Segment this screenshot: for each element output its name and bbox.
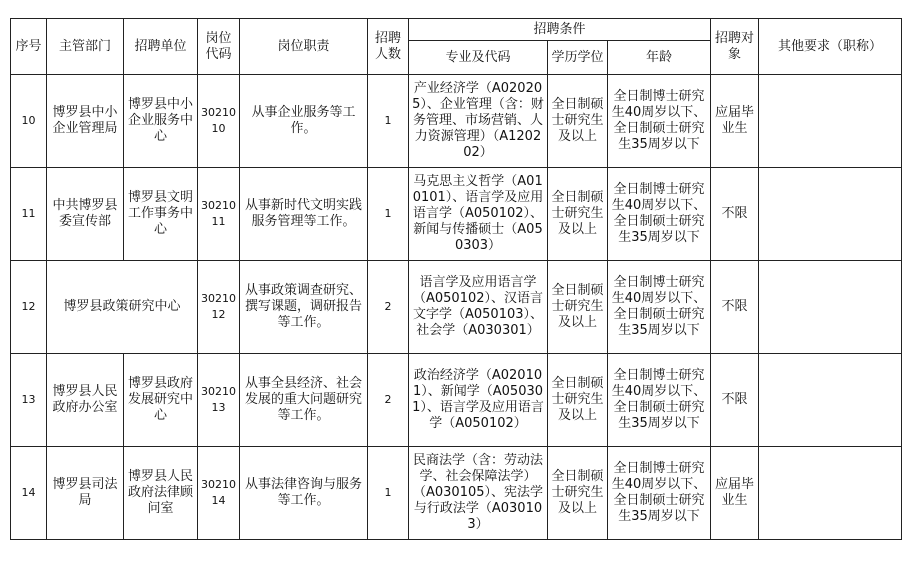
cell-unit: 博罗县中小企业服务中心 (124, 75, 198, 168)
cell-count: 2 (368, 261, 409, 354)
cell-unit: 博罗县文明工作事务中心 (124, 168, 198, 261)
cell-seq: 13 (11, 354, 47, 447)
header-dept: 主管部门 (47, 19, 124, 75)
header-conditions: 招聘条件 (409, 19, 711, 41)
cell-dept-unit: 博罗县政策研究中心 (47, 261, 198, 354)
cell-duty: 从事全县经济、社会发展的重大问题研究等工作。 (240, 354, 368, 447)
cell-count: 1 (368, 447, 409, 540)
cell-major: 民商法学（含：劳动法学、社会保障法学）（A030105）、宪法学与行政法学（A030103） (409, 447, 548, 540)
cell-degree: 全日制硕士研究生及以上 (548, 75, 608, 168)
table-row (11, 75, 902, 168)
header-count: 招聘人数 (368, 19, 409, 75)
cell-major: 政治经济学（A020101）、新闻学（A050301）、语言学及应用语言学（A050102） (409, 354, 548, 447)
cell-degree: 全日制硕士研究生及以上 (548, 168, 608, 261)
table-row (11, 354, 902, 447)
cell-age: 全日制博士研究生40周岁以下、全日制硕士研究生35周岁以下 (608, 261, 711, 354)
table-row (11, 168, 902, 261)
cell-degree: 全日制硕士研究生及以上 (548, 447, 608, 540)
header-major: 专业及代码 (409, 41, 548, 75)
cell-code: 3021010 (198, 75, 240, 168)
cell-seq: 10 (11, 75, 47, 168)
header-other: 其他要求（职称） (759, 19, 902, 75)
cell-duty: 从事法律咨询与服务等工作。 (240, 447, 368, 540)
cell-count: 2 (368, 354, 409, 447)
header-duty: 岗位职责 (240, 19, 368, 75)
cell-code: 3021013 (198, 354, 240, 447)
table-row (11, 261, 902, 354)
cell-code: 3021012 (198, 261, 240, 354)
cell-dept: 博罗县中小企业管理局 (47, 75, 124, 168)
cell-unit: 博罗县政府发展研究中心 (124, 354, 198, 447)
cell-major: 马克思主义哲学（A010101）、语言学及应用语言学（A050102）、新闻与传播硕士（A050303） (409, 168, 548, 261)
header-target: 招聘对象 (711, 19, 759, 75)
header-age: 年龄 (608, 41, 711, 75)
cell-count: 1 (368, 75, 409, 168)
cell-target: 不限 (711, 168, 759, 261)
cell-unit: 博罗县人民政府法律顾问室 (124, 447, 198, 540)
cell-major: 产业经济学（A020205）、企业管理（含：财务管理、市场营销、人力资源管理）（A120202） (409, 75, 548, 168)
cell-code: 3021014 (198, 447, 240, 540)
cell-age: 全日制博士研究生40周岁以下、全日制硕士研究生35周岁以下 (608, 354, 711, 447)
header-seq: 序号 (11, 19, 47, 75)
cell-age: 全日制博士研究生40周岁以下、全日制硕士研究生35周岁以下 (608, 447, 711, 540)
cell-dept: 中共博罗县委宣传部 (47, 168, 124, 261)
cell-degree: 全日制硕士研究生及以上 (548, 261, 608, 354)
cell-other (759, 261, 902, 354)
cell-age: 全日制博士研究生40周岁以下、全日制硕士研究生35周岁以下 (608, 75, 711, 168)
cell-duty: 从事政策调查研究、撰写课题，调研报告等工作。 (240, 261, 368, 354)
cell-code: 3021011 (198, 168, 240, 261)
cell-target: 不限 (711, 354, 759, 447)
cell-seq: 11 (11, 168, 47, 261)
header-degree: 学历学位 (548, 41, 608, 75)
cell-dept: 博罗县人民政府办公室 (47, 354, 124, 447)
recruitment-table (10, 18, 902, 540)
cell-target: 不限 (711, 261, 759, 354)
cell-dept: 博罗县司法局 (47, 447, 124, 540)
cell-other (759, 447, 902, 540)
cell-other (759, 354, 902, 447)
header-unit: 招聘单位 (124, 19, 198, 75)
cell-other (759, 75, 902, 168)
cell-target: 应届毕业生 (711, 75, 759, 168)
cell-duty: 从事企业服务等工作。 (240, 75, 368, 168)
cell-other (759, 168, 902, 261)
cell-age: 全日制博士研究生40周岁以下、全日制硕士研究生35周岁以下 (608, 168, 711, 261)
cell-degree: 全日制硕士研究生及以上 (548, 354, 608, 447)
table-row (11, 447, 902, 540)
cell-target: 应届毕业生 (711, 447, 759, 540)
header-code: 岗位代码 (198, 19, 240, 75)
cell-seq: 14 (11, 447, 47, 540)
cell-count: 1 (368, 168, 409, 261)
cell-duty: 从事新时代文明实践服务管理等工作。 (240, 168, 368, 261)
cell-major: 语言学及应用语言学（A050102）、汉语言文字学（A050103）、社会学（A030301） (409, 261, 548, 354)
cell-seq: 12 (11, 261, 47, 354)
